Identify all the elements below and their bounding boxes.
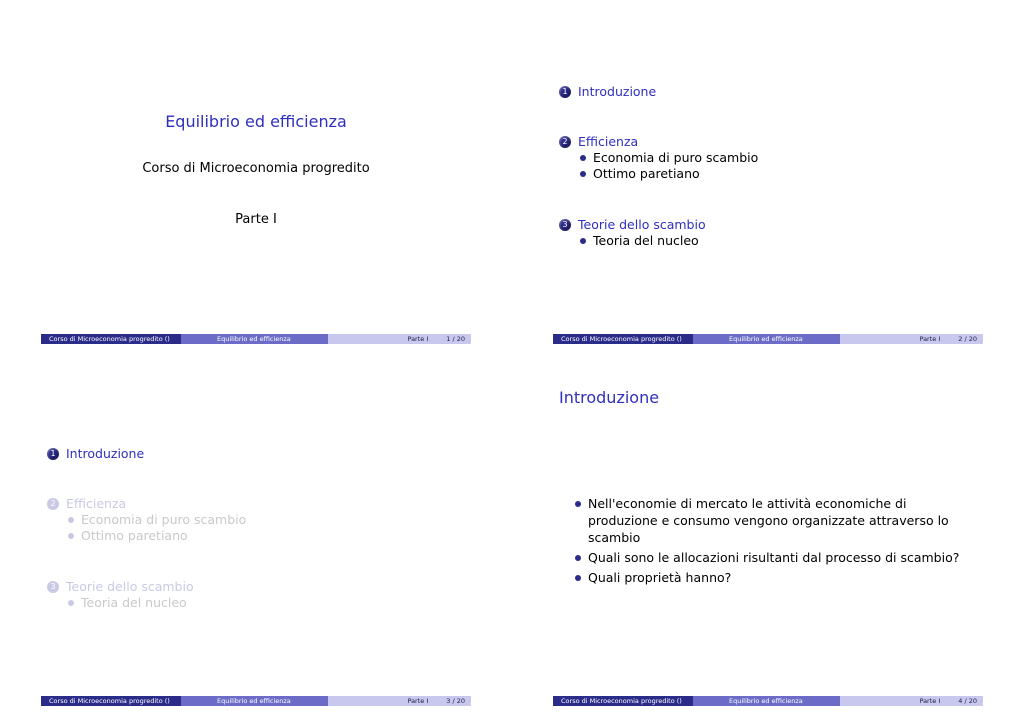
toc-subsection-ottimo[interactable] xyxy=(68,528,188,543)
footer-page-number: 4 / 20 xyxy=(958,697,977,705)
bullet-text: Quali proprietà hanno? xyxy=(588,570,732,585)
section-number-badge: 2 xyxy=(47,498,59,510)
presentation-title: Equilibrio ed efficienza xyxy=(165,112,347,131)
frame-title: Introduzione xyxy=(559,388,660,407)
bullet-icon xyxy=(580,238,586,244)
toc-subsection-nucleo[interactable] xyxy=(580,233,699,248)
toc-subsection-label: Economia di puro scambio xyxy=(81,512,247,527)
footer-course: Corso di Microeconomia progredito () xyxy=(41,696,181,706)
toc-section-label: Introduzione xyxy=(66,446,145,461)
footer-course: Corso di Microeconomia progredito () xyxy=(41,334,181,344)
toc-subsection-label: Economia di puro scambio xyxy=(593,150,759,165)
toc-section-label: Introduzione xyxy=(578,84,657,99)
footer-part-page xyxy=(840,334,983,344)
slide-4 xyxy=(553,362,983,708)
footer-part: Parte I xyxy=(919,335,941,343)
bullet-text: Quali sono le allocazioni risultanti dal processo di scambio? xyxy=(588,550,960,565)
slide-1 xyxy=(41,0,471,346)
footer-part-page xyxy=(840,696,983,706)
footer-page-number: 2 / 20 xyxy=(958,335,977,343)
footer-title: Equilibrio ed efficienza xyxy=(693,696,840,706)
toc-subsection-nucleo[interactable] xyxy=(68,595,187,610)
footer-part: Parte I xyxy=(919,697,941,705)
bullet-icon xyxy=(575,555,581,561)
bullet-icon xyxy=(68,517,74,523)
bullet-icon xyxy=(68,600,74,606)
bullet-icon xyxy=(580,155,586,161)
footer-page-number: 1 / 20 xyxy=(446,335,465,343)
section-number-badge: 1 xyxy=(47,448,59,460)
toc-section-teorie[interactable] xyxy=(559,217,706,232)
footer-part-page xyxy=(328,696,471,706)
toc-section-efficienza[interactable] xyxy=(47,496,126,511)
bullet-text: Nell'economie di mercato le attività economiche di produzione e consumo vengono organizzate attraverso lo scambio xyxy=(588,496,949,545)
slide-footer xyxy=(41,696,471,706)
bullet-icon xyxy=(580,171,586,177)
footer-course: Corso di Microeconomia progredito () xyxy=(553,696,693,706)
section-number-badge: 2 xyxy=(559,136,571,148)
footer-title: Equilibrio ed efficienza xyxy=(181,696,328,706)
toc-subsection-economia[interactable] xyxy=(580,150,758,165)
footer-part: Parte I xyxy=(407,335,429,343)
footer-course: Corso di Microeconomia progredito () xyxy=(553,334,693,344)
slide-footer xyxy=(553,334,983,344)
toc-section-label: Efficienza xyxy=(66,496,127,511)
bullet-icon xyxy=(575,501,581,507)
toc-subsection-label: Teoria del nucleo xyxy=(593,233,699,248)
footer-part: Parte I xyxy=(407,697,429,705)
slide-2 xyxy=(553,0,983,346)
toc-section-teorie[interactable] xyxy=(47,579,194,594)
footer-part-page xyxy=(328,334,471,344)
presentation-subtitle: Corso di Microeconomia progredito xyxy=(142,161,370,176)
list-item xyxy=(575,495,975,546)
toc-subsection-label: Teoria del nucleo xyxy=(81,595,187,610)
toc-section-label: Teorie dello scambio xyxy=(578,217,706,232)
toc-section-introduzione[interactable] xyxy=(559,84,656,99)
footer-page-number: 3 / 20 xyxy=(446,697,465,705)
slide-footer xyxy=(41,334,471,344)
bullet-icon xyxy=(68,533,74,539)
list-item xyxy=(575,569,975,586)
slide-footer xyxy=(553,696,983,706)
toc-subsection-label: Ottimo paretiano xyxy=(81,528,188,543)
toc-section-efficienza[interactable] xyxy=(559,134,638,149)
toc-section-label: Efficienza xyxy=(578,134,639,149)
toc-subsection-economia[interactable] xyxy=(68,512,246,527)
footer-title: Equilibrio ed efficienza xyxy=(181,334,328,344)
section-number-badge: 1 xyxy=(559,86,571,98)
section-number-badge: 3 xyxy=(559,219,571,231)
bullet-icon xyxy=(575,575,581,581)
presentation-part: Parte I xyxy=(235,212,277,227)
slide-3 xyxy=(41,362,471,708)
section-number-badge: 3 xyxy=(47,581,59,593)
toc-section-label: Teorie dello scambio xyxy=(66,579,194,594)
bullet-list xyxy=(575,495,975,589)
footer-title: Equilibrio ed efficienza xyxy=(693,334,840,344)
toc-section-introduzione[interactable] xyxy=(47,446,144,461)
toc-subsection-label: Ottimo paretiano xyxy=(593,166,700,181)
list-item xyxy=(575,549,975,566)
toc-subsection-ottimo[interactable] xyxy=(580,166,700,181)
